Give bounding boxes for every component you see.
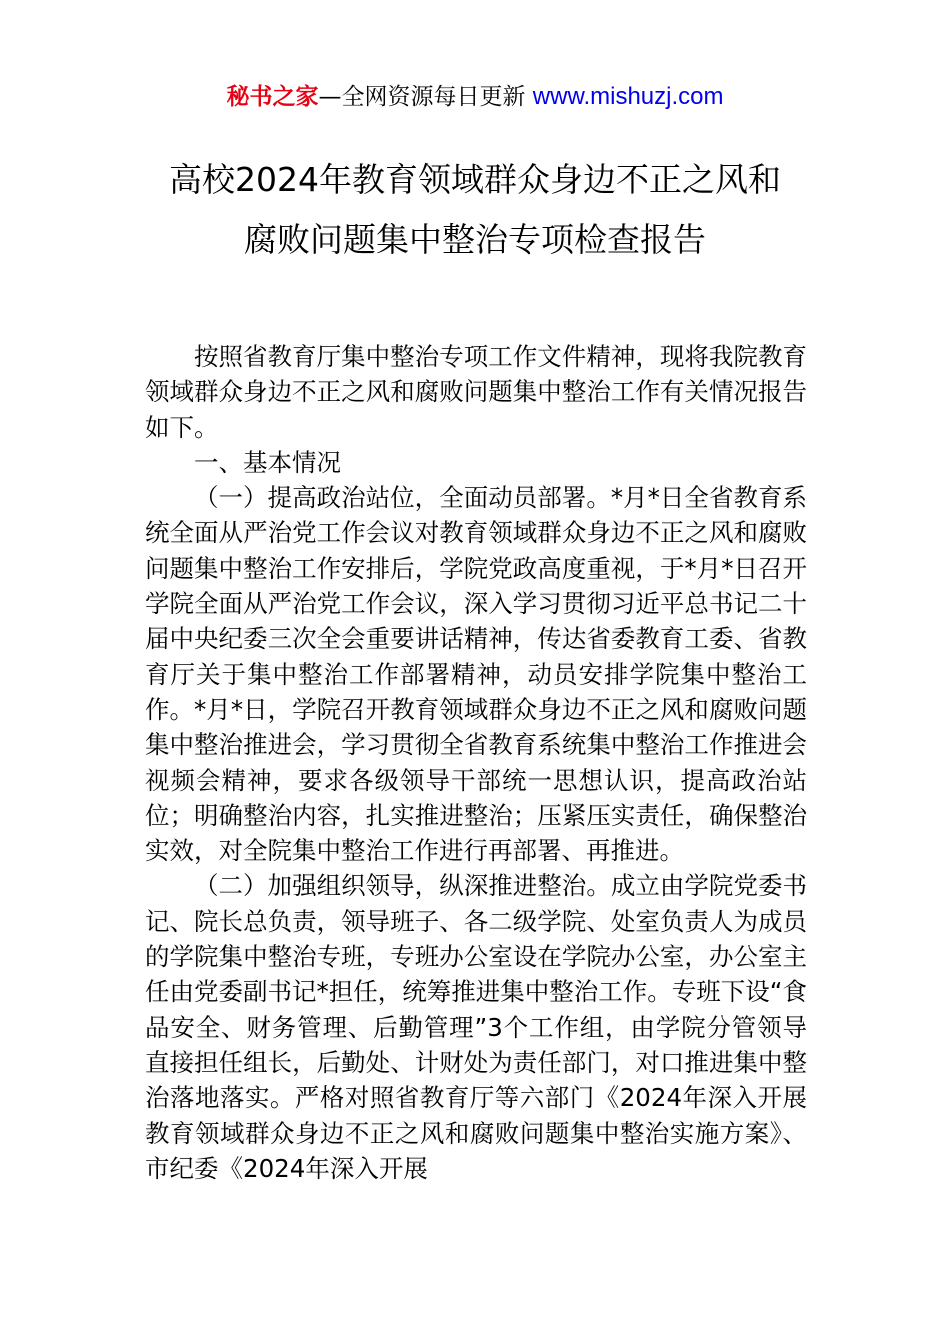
site-slogan: —全网资源每日更新 xyxy=(318,84,526,110)
paragraph-organization: （二）加强组织领导，纵深推进整治。成立由学院党委书记、院长总负责，领导班子、各二级学院、处室负责人为成员的学院集中整治专班，专班办公室设在学院办公室，办公室主任由党委副书记*担任，统筹推进集中整治工作。专班下设“食品安全、财务管理、后勤管理”3个工作组，由学院分管领导直接担任组长，后勤处、计财处为责任部门，对口推进集中整治落地落实。严格对照省教育厅等六部门《2024年深入开展教育领域群众身边不正之风和腐败问题集中整治实施方案》、市纪委《2024年深入开展 xyxy=(145,871,807,1183)
document-title-line-1: 高校2024年教育领域群众身边不正之风和 xyxy=(169,160,781,199)
site-brand-name: 秘书之家 xyxy=(226,84,319,110)
site-header xyxy=(0,80,950,114)
site-url-link[interactable]: www.mishuzj.com xyxy=(532,83,724,110)
document-body xyxy=(145,339,807,1186)
intro-paragraph: 按照省教育厅集中整治专项工作文件精神，现将我院教育领域群众身边不正之风和腐败问题集中整治工作有关情况报告如下。 xyxy=(145,342,807,442)
paragraph-mobilization: （一）提高政治站位，全面动员部署。*月*日全省教育系统全面从严治党工作会议对教育领域群众身边不正之风和腐败问题集中整治工作安排后，学院党政高度重视，于*月*日召开学院全面从严治党工作会议，深入学习贯彻习近平总书记二十届中央纪委三次全会重要讲话精神，传达省委教育工委、省教育厅关于集中整治工作部署精神，动员安排学院集中整治工作。*月*日，学院召开教育领域群众身边不正之风和腐败问题集中整治推进会，学习贯彻全省教育系统集中整治工作推进会视频会精神，要求各级领导干部统一思想认识，提高政治站位；明确整治内容，扎实推进整治；压紧压实责任，确保整治实效，对全院集中整治工作进行再部署、再推进。 xyxy=(145,483,807,866)
document-title-line-2: 腐败问题集中整治专项检查报告 xyxy=(244,220,706,259)
section-heading-basic-situation: 一、基本情况 xyxy=(194,447,341,477)
document-title xyxy=(100,150,850,270)
